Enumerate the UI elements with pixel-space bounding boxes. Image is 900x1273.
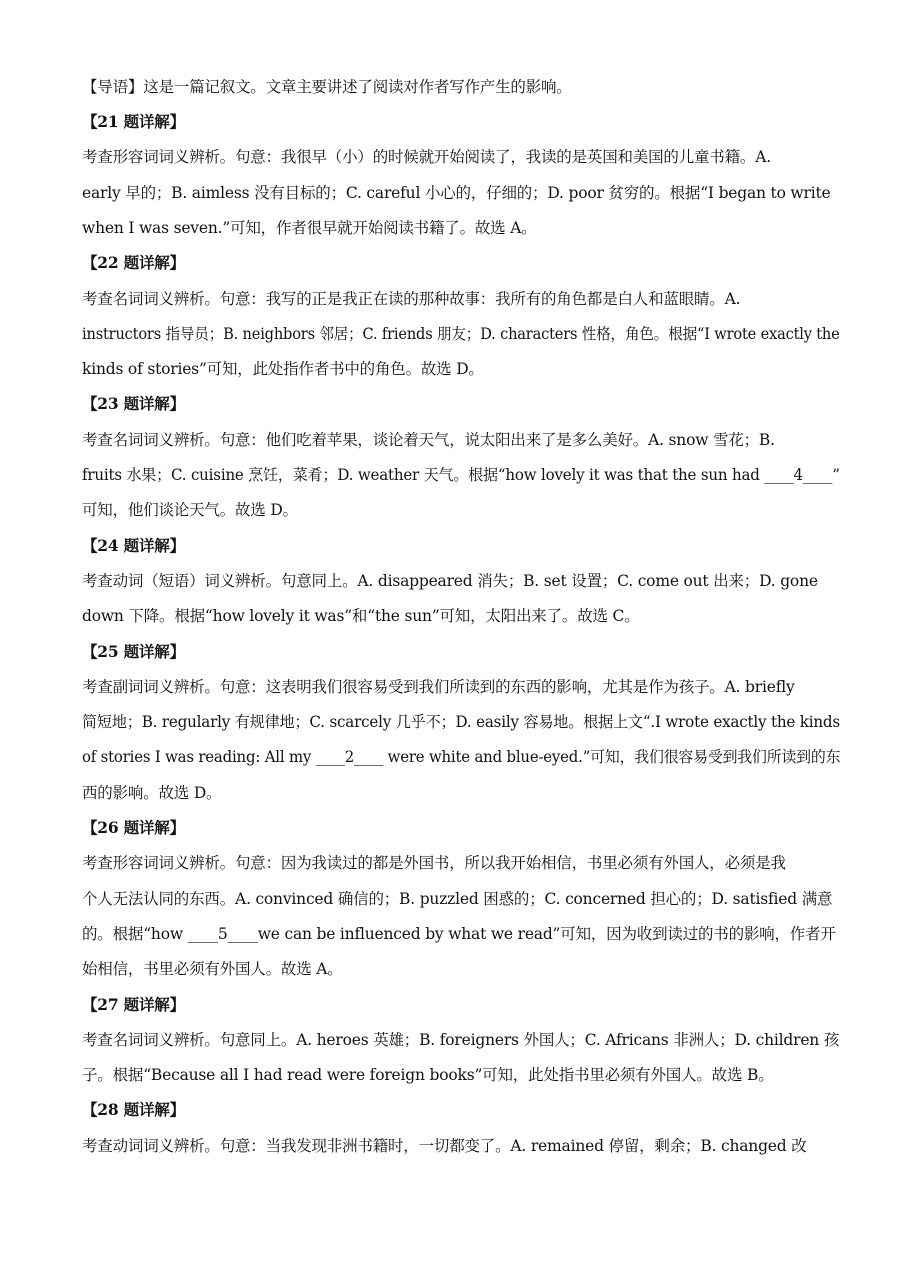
- explanation-line: early 早的；B. aimless 没有目标的；C. careful 小心的，仔细的；D. poor 贫穷的。根据“I began to write: [82, 183, 831, 202]
- question-heading: 【23 题详解】: [82, 394, 185, 414]
- explanation-line: 西的影响。故选 D。: [82, 783, 222, 802]
- question-heading: 【25 题详解】: [82, 641, 185, 661]
- explanation-line: 简短地；B. regularly 有规律地；C. scarcely 几乎不；D. easily 容易地。根据上文“.I wrote exactly the kinds: [82, 713, 840, 732]
- explanation-line: 始相信，书里必须有外国人。故选 A。: [82, 960, 343, 979]
- explanation-line: instructors 指导员；B. neighbors 邻居；C. friends 朋友；D. characters 性格，角色。根据“I wrote exactly the: [82, 324, 840, 343]
- explanation-line: 考查名词词义辨析。句意：他们吃着苹果，谈论着天气，说太阳出来了是多么美好。A. snow 雪花；B.: [82, 430, 775, 449]
- explanation-line: of stories I was reading: All my ____2____ were white and blue-eyed.”可知，我们很容易受到我们所读到的东: [82, 748, 841, 767]
- explanation-line: down 下降。根据“how lovely it was”和“the sun”可知，太阳出来了。故选 C。: [82, 607, 640, 626]
- question-heading: 【26 题详解】: [82, 818, 185, 837]
- explanation-line: 可知，他们谈论天气。故选 D。: [82, 501, 298, 520]
- explanation-line: 个人无法认同的东西。A. convinced 确信的；B. puzzled 困惑的；C. concerned 担心的；D. satisfied 满意: [82, 889, 833, 908]
- question-heading: 【21 题详解】: [82, 112, 185, 131]
- question-heading: 【24 题详解】: [82, 535, 185, 555]
- explanation-line: 考查副词词义辨析。句意：这表明我们很容易受到我们所读到的东西的影响，尤其是作为孩子。A. briefly: [82, 677, 795, 696]
- explanation-line: 子。根据“Because all I had read were foreign books”可知，此处指书里必须有外国人。故选 B。: [82, 1066, 774, 1085]
- explanation-line: 考查名词词义辨析。句意同上。A. heroes 英雄；B. foreigners 外国人；C. Africans 非洲人；D. children 孩: [82, 1030, 840, 1049]
- question-heading: 【27 题详解】: [82, 994, 185, 1014]
- explanation-line: kinds of stories”可知，此处指作者书中的角色。故选 D。: [82, 360, 484, 379]
- explanation-line: fruits 水果；C. cuisine 烹饪，菜肴；D. weather 天气。根据“how lovely it was that the sun had ____4____”: [82, 466, 840, 484]
- question-heading: 【22 题详解】: [82, 253, 185, 273]
- explanation-line: 考查形容词词义辨析。句意：我很早（小）的时候就开始阅读了，我读的是英国和美国的儿童书籍。A.: [82, 148, 771, 167]
- explanation-line: 考查动词（短语）词义辨析。句意同上。A. disappeared 消失；B. set 设置；C. come out 出来；D. gone: [82, 571, 818, 590]
- explanation-line: 的。根据“how ____5____we can be influenced by what we read”可知，因为收到读过的书的影响，作者开: [82, 924, 836, 943]
- question-heading: 【28 题详解】: [82, 1100, 185, 1120]
- explanation-line: when I was seven.”可知，作者很早就开始阅读书籍了。故选 A。: [82, 218, 537, 237]
- explanation-line: 考查动词词义辨析。句意：当我发现非洲书籍时，一切都变了。A. remained 停留，剩余；B. changed 改: [82, 1136, 807, 1155]
- explanation-line: 考查名词词义辨析。句意：我写的正是我正在读的那种故事：我所有的角色都是白人和蓝眼睛。A.: [82, 289, 741, 308]
- explanation-line: 考查形容词词义辨析。句意：因为我读过的都是外国书，所以我开始相信，书里必须有外国人，必须是我: [82, 854, 786, 873]
- intro-paragraph: 【导语】这是一篇记叙文。文章主要讲述了阅读对作者写作产生的影响。: [82, 78, 572, 96]
